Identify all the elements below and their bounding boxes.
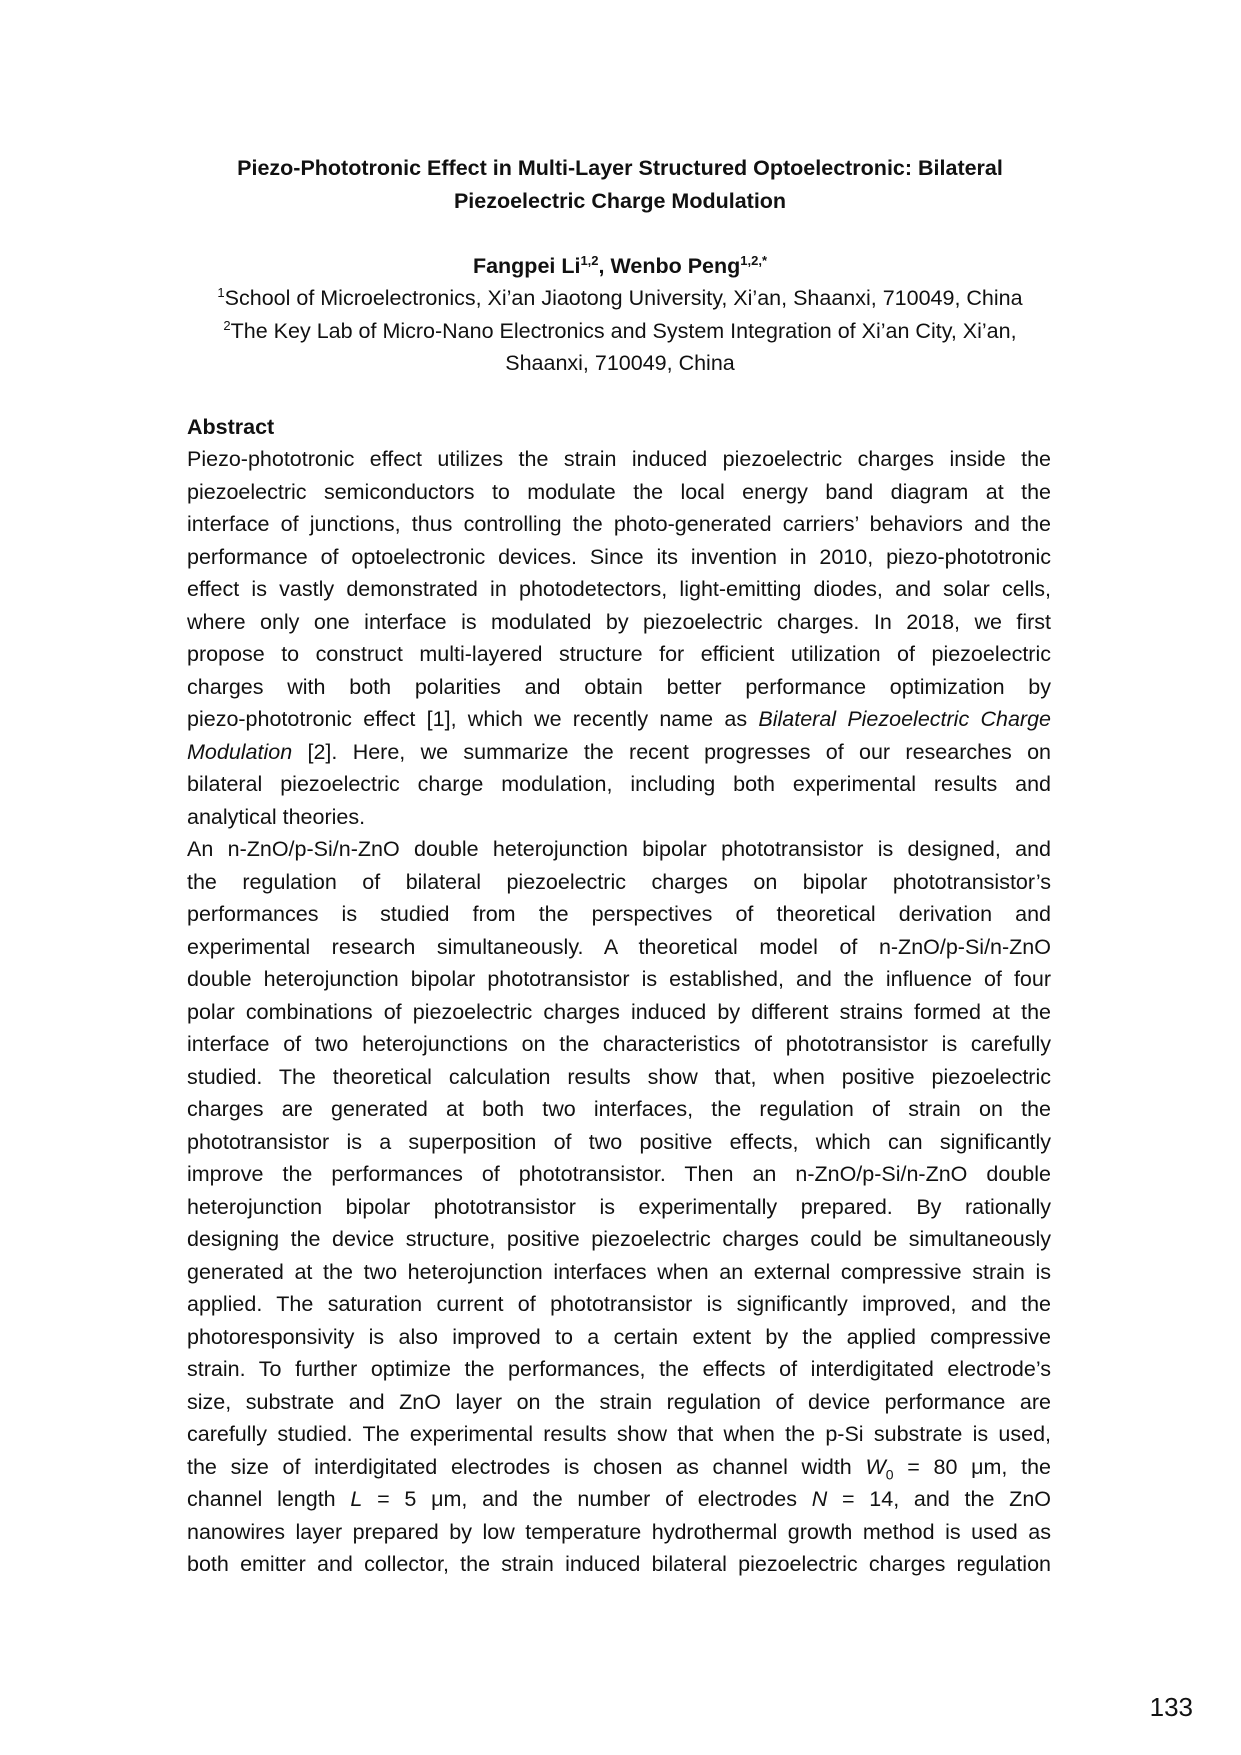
text-line: [187, 833, 1051, 866]
text-line: [187, 1321, 1051, 1354]
text-segment: An n-ZnO/p-Si/n-ZnO double heterojunction bipolar phototransistor is designed, and: [187, 837, 1051, 861]
text-line: [187, 931, 1051, 964]
text-segment: both emitter and collector, the strain induced bilateral piezoelectric charges regulation: [187, 1552, 1051, 1576]
text-line: [187, 1126, 1051, 1159]
text-line: [187, 1223, 1051, 1256]
text-segment: where only one interface is modulated by piezoelectric charges. In 2018, we first: [187, 609, 1051, 634]
text-segment: interface of junctions, thus controlling the photo-generated carriers’ behaviors and the: [187, 512, 1051, 536]
text-segment: improve the performances of phototransistor. Then an n-ZnO/p-Si/n-ZnO double: [187, 1162, 1051, 1186]
text-segment: propose to construct multi-layered structure for efficient utilization of piezoelectric: [187, 642, 1051, 666]
text-line: [187, 1158, 1051, 1191]
author-list: [150, 250, 1090, 283]
italic-text: N: [811, 1487, 828, 1511]
text-line: [187, 1256, 1051, 1289]
text-segment: Piezo-phototronic effect utilizes the strain induced piezoelectric charges inside the: [187, 447, 1051, 471]
paper-title: [150, 152, 1090, 218]
text-segment: piezoelectric semiconductors to modulate the local energy band diagram at the: [187, 479, 1051, 504]
abstract-body: [187, 443, 1051, 1581]
author-name: Fangpei Li: [472, 254, 581, 278]
author-affiliation-marker: 1,2,*: [740, 252, 768, 268]
affiliation-marker: 1: [217, 284, 225, 300]
text-line: [187, 801, 1051, 834]
text-segment: double heterojunction bipolar phototransistor is established, and the influence of four: [187, 967, 1051, 991]
text-segment: studied. The theoretical calculation results show that, when positive piezoelectric: [187, 1064, 1051, 1089]
affiliation-marker: 2: [223, 317, 231, 333]
text-segment: size, substrate and ZnO layer on the strain regulation of device performance are: [187, 1389, 1051, 1414]
text-line: [187, 443, 1051, 476]
text-line: [187, 1451, 1051, 1484]
text-segment: polar combinations of piezoelectric charges induced by different strains formed at the: [187, 999, 1051, 1024]
text-line: [187, 638, 1051, 671]
text-line: [187, 898, 1051, 931]
text-line: [187, 736, 1051, 769]
text-segment: = 14, and the ZnO: [827, 1487, 1051, 1511]
author-affiliation-marker: 1,2: [580, 252, 599, 268]
text-line: [187, 1288, 1051, 1321]
text-segment: = 5 μm, and the number of electrodes: [362, 1487, 812, 1511]
abstract-paragraph-2: [187, 833, 1051, 1581]
affiliations: [150, 282, 1090, 380]
text-segment: = 80 μm, the: [893, 1454, 1051, 1479]
text-line: [187, 1353, 1051, 1386]
text-segment: charges with both polarities and obtain better performance optimization by: [187, 674, 1051, 699]
text-line: [187, 541, 1051, 574]
abstract-heading: Abstract: [187, 415, 275, 439]
text-segment: the regulation of bilateral piezoelectric charges on bipolar phototransistor’s: [187, 869, 1051, 894]
text-segment: bilateral piezoelectric charge modulation, including both experimental results and: [187, 772, 1051, 796]
text-segment: piezo-phototronic effect [1], which we recently name as: [187, 707, 759, 731]
text-line: [187, 1483, 1051, 1516]
text-segment: interface of two heterojunctions on the characteristics of phototransistor is carefully: [187, 1032, 1051, 1056]
text-line: [187, 996, 1051, 1029]
text-line: [187, 866, 1051, 899]
text-segment: experimental research simultaneously. A theoretical model of n-ZnO/p-Si/n-ZnO: [187, 934, 1051, 959]
text-line: [187, 963, 1051, 996]
page-number: 133: [1149, 1692, 1193, 1722]
text-segment: strain. To further optimize the performances, the effects of interdigitated electrode’s: [187, 1357, 1051, 1381]
affiliation-text: School of Microelectronics, Xi’an Jiaotong University, Xi’an, Shaanxi, 710049, China: [224, 286, 1023, 310]
text-segment: applied. The saturation current of phototransistor is significantly improved, and the: [187, 1292, 1051, 1316]
text-segment: heterojunction bipolar phototransistor is experimentally prepared. By rationally: [187, 1194, 1051, 1219]
text-segment: performances is studied from the perspectives of theoretical derivation and: [187, 902, 1051, 926]
text-segment: carefully studied. The experimental results show that when the p-Si substrate is used,: [187, 1422, 1051, 1446]
text-line: [187, 768, 1051, 801]
affiliation-2-continued: Shaanxi, 710049, China: [505, 351, 735, 375]
text-line: [187, 573, 1051, 606]
author-separator: ,: [598, 254, 611, 278]
text-line: [187, 1093, 1051, 1126]
subscript-text: 0: [885, 1465, 894, 1482]
text-segment: designing the device structure, positive piezoelectric charges could be simultaneously: [187, 1227, 1051, 1251]
text-segment: analytical theories.: [187, 804, 366, 829]
abstract-paragraph-1: [187, 443, 1051, 833]
italic-text: Bilateral Piezoelectric Charge: [758, 707, 1051, 731]
text-line: [187, 606, 1051, 639]
text-segment: performance of optoelectronic devices. Since its invention in 2010, piezo-phototronic: [187, 544, 1051, 569]
text-line: [187, 1418, 1051, 1451]
text-line: [187, 703, 1051, 736]
text-segment: phototransistor is a superposition of two positive effects, which can significantly: [187, 1129, 1051, 1154]
author-name: Wenbo Peng: [610, 254, 741, 278]
text-segment: photoresponsivity is also improved to a certain extent by the applied compressive: [187, 1324, 1051, 1349]
text-segment: channel length: [187, 1487, 351, 1511]
text-line: [187, 476, 1051, 509]
text-segment: the size of interdigitated electrodes is chosen as channel width: [187, 1454, 866, 1479]
text-segment: charges are generated at both two interfaces, the regulation of strain on the: [187, 1097, 1051, 1121]
affiliation-text: The Key Lab of Micro-Nano Electronics and System Integration of Xi’an City, Xi’an,: [230, 318, 1017, 343]
italic-text: W: [865, 1454, 886, 1479]
text-line: [187, 1028, 1051, 1061]
text-line: [187, 1386, 1051, 1419]
text-line: [187, 1191, 1051, 1224]
italic-text: Modulation: [187, 739, 293, 764]
italic-text: L: [350, 1487, 363, 1511]
title-line-2: Piezoelectric Charge Modulation: [453, 189, 787, 213]
text-line: [187, 1548, 1051, 1581]
text-line: [187, 671, 1051, 704]
text-line: [187, 1516, 1051, 1549]
text-line: [187, 1061, 1051, 1094]
title-line-1: Piezo-Phototronic Effect in Multi-Layer Structured Optoelectronic: Bilateral: [237, 156, 1003, 180]
text-segment: [2]. Here, we summarize the recent progresses of our researches on: [292, 739, 1051, 764]
text-segment: nanowires layer prepared by low temperature hydrothermal growth method is used as: [187, 1519, 1051, 1544]
text-segment: generated at the two heterojunction interfaces when an external compressive strain is: [187, 1259, 1051, 1284]
text-line: [187, 508, 1051, 541]
affiliation-1: [150, 282, 1090, 315]
affiliation-2: [150, 315, 1090, 348]
text-segment: effect is vastly demonstrated in photodetectors, light-emitting diodes, and solar cells,: [187, 577, 1051, 601]
